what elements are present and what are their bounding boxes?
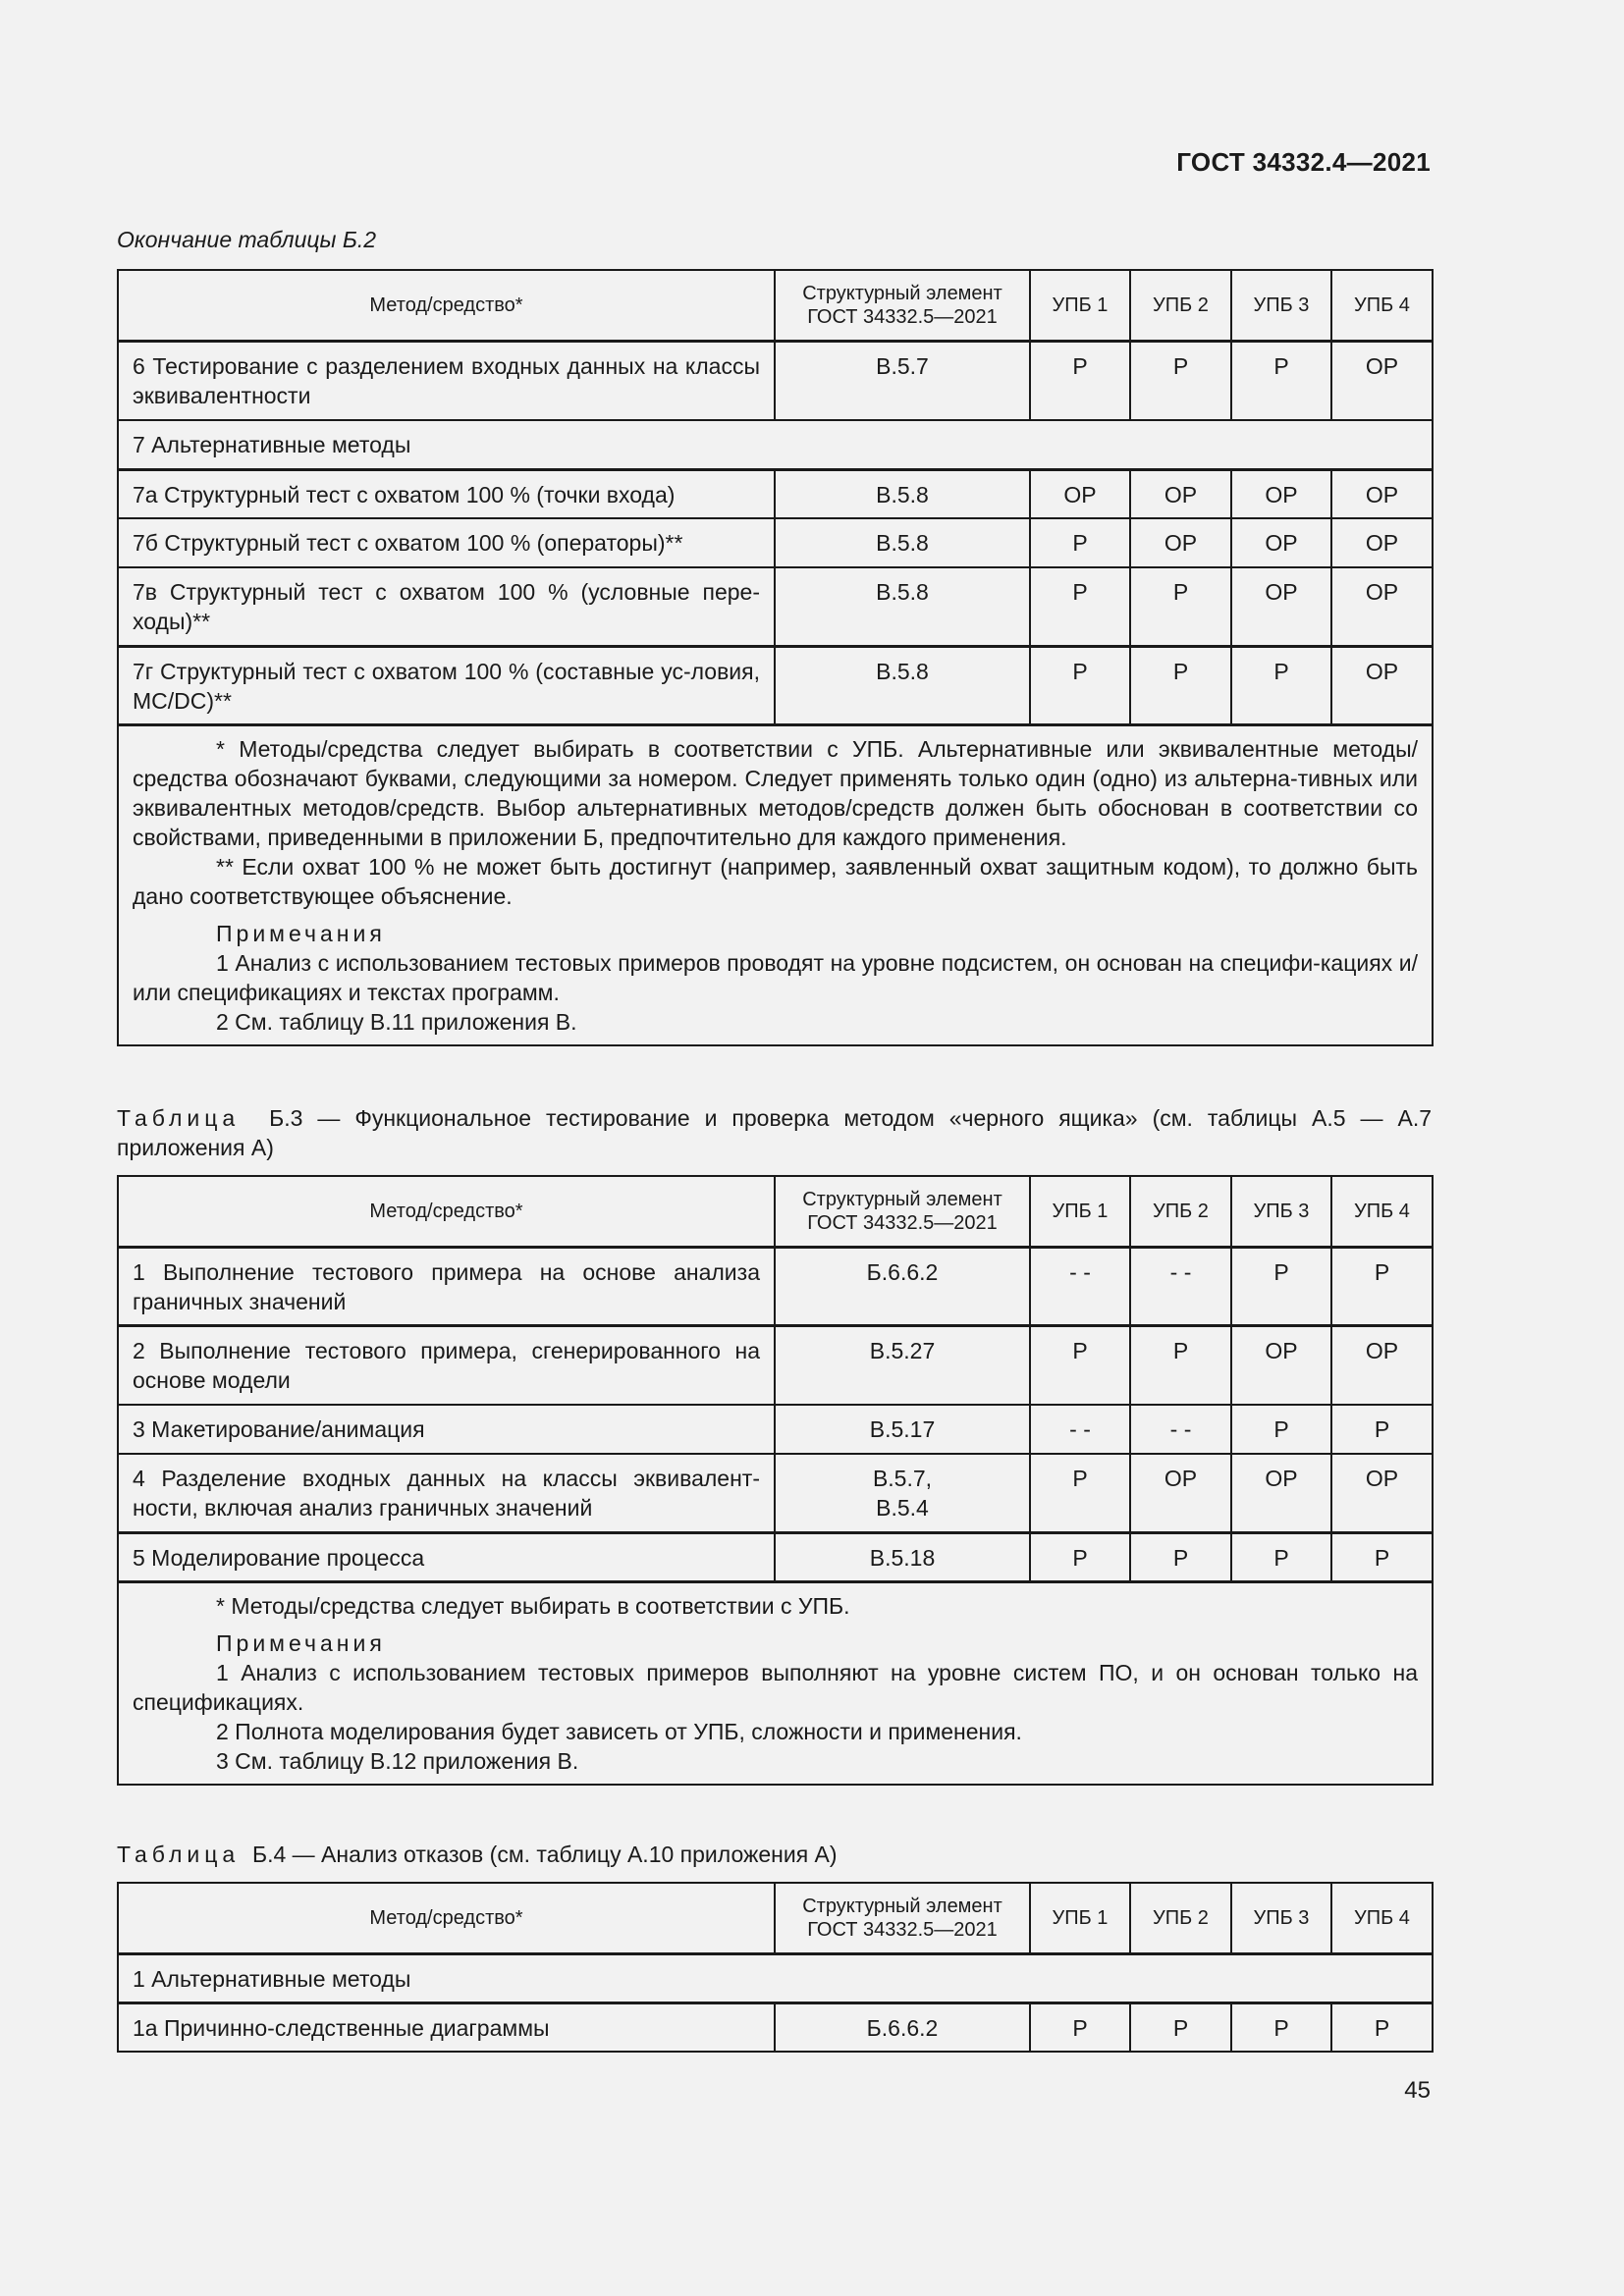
- table-notes-row: [118, 1581, 1433, 1785]
- upb1-cell: - -: [1030, 1247, 1130, 1325]
- method-cell: 1а Причинно-следственные диаграммы: [118, 2002, 775, 2052]
- upb2-cell: Р: [1130, 2002, 1231, 2052]
- method-cell: 1 Выполнение тестового примера на основе анализа граничных значений: [118, 1247, 775, 1325]
- col-upb4-header: УПБ 4: [1331, 270, 1433, 341]
- col-upb1-header: УПБ 1: [1030, 1883, 1130, 1953]
- col-method-header: Метод/средство*: [118, 1176, 775, 1247]
- table-group-row: [118, 420, 1433, 469]
- footnote: ** Если охват 100 % не может быть достигнут (например, заявленный охват защитным кодом), то должно быть дано соответствующее объяснение.: [133, 853, 1418, 909]
- footnote: * Методы/средства следует выбирать в соответствии с УПБ. Альтернативные или эквивалентные методы/средства обозначают буквами, следующими за номером. Следует применять только один (одно) из альтерна-тивных или эквивалентных методов/средств. Выбор альтернативных методов/средств должен быть обоснован в соответствии со свойствами, приведенными в приложении Б, предпочтительно для каждого применения.: [133, 735, 1418, 850]
- upb3-cell: ОР: [1231, 518, 1331, 567]
- table-notes: [118, 724, 1433, 1045]
- table-row: [118, 1454, 1433, 1532]
- table-caption-word: Таблица: [117, 1842, 241, 1867]
- upb1-cell: Р: [1030, 341, 1130, 420]
- table-row: [118, 469, 1433, 518]
- upb2-cell: ОР: [1130, 469, 1231, 518]
- table-b3: [117, 1175, 1434, 1786]
- element-cell: В.5.18: [775, 1532, 1030, 1581]
- table-b2: [117, 269, 1434, 1046]
- method-cell: 7в Структурный тест с охватом 100 % (условные пере-ходы)**: [118, 567, 775, 646]
- upb2-cell: Р: [1130, 646, 1231, 724]
- upb2-cell: Р: [1130, 341, 1231, 420]
- standard-designation: ГОСТ 34332.4—2021: [1176, 147, 1431, 177]
- page-number: 45: [1404, 2077, 1431, 2104]
- upb4-cell: ОР: [1331, 646, 1433, 724]
- upb1-cell: Р: [1030, 1325, 1130, 1405]
- table-b2-caption: Окончание таблицы Б.2: [117, 227, 377, 252]
- table-row: [118, 646, 1433, 724]
- upb1-cell: Р: [1030, 567, 1130, 646]
- table-notes: [118, 1581, 1433, 1785]
- group-cell: 7 Альтернативные методы: [118, 420, 1433, 469]
- element-cell: В.5.7: [775, 341, 1030, 420]
- upb2-cell: - -: [1130, 1405, 1231, 1454]
- upb4-cell: ОР: [1331, 567, 1433, 646]
- col-upb2-header: УПБ 2: [1130, 270, 1231, 341]
- upb4-cell: ОР: [1331, 1325, 1433, 1405]
- upb4-cell: Р: [1331, 1532, 1433, 1581]
- col-element-header: Структурный элемент ГОСТ 34332.5—2021: [775, 1883, 1030, 1953]
- table-row: [118, 2002, 1433, 2052]
- method-cell: 6 Тестирование с разделением входных данных на классы эквивалентности: [118, 341, 775, 420]
- element-cell: В.5.8: [775, 469, 1030, 518]
- method-cell: 7г Структурный тест с охватом 100 % (составные ус-ловия, MC/DC)**: [118, 646, 775, 724]
- col-upb3-header: УПБ 3: [1231, 1176, 1331, 1247]
- table-caption-text: Б.3 — Функциональное тестирование и проверка методом «черного ящика» (см. таблицы А.5 — А.7 приложения А): [117, 1105, 1433, 1160]
- note: 1 Анализ с использованием тестовых примеров выполняют на уровне систем ПО, и он основан только на спецификациях.: [133, 1659, 1418, 1715]
- method-cell: 4 Разделение входных данных на классы эквивалент-ности, включая анализ граничных значений: [118, 1454, 775, 1532]
- table-caption-word: Таблица: [117, 1105, 241, 1131]
- method-cell: 3 Макетирование/анимация: [118, 1405, 775, 1454]
- table-header-row: [118, 1176, 1433, 1247]
- col-upb4-header: УПБ 4: [1331, 1883, 1433, 1953]
- table-caption-text: Б.4 — Анализ отказов (см. таблицу А.10 приложения А): [251, 1842, 838, 1867]
- col-upb3-header: УПБ 3: [1231, 270, 1331, 341]
- table-header-row: [118, 1883, 1433, 1953]
- note: 1 Анализ с использованием тестовых примеров проводят на уровне подсистем, он основан на специфи-кациях и/или спецификациях и текстах программ.: [133, 949, 1418, 1005]
- upb2-cell: ОР: [1130, 1454, 1231, 1532]
- table-row: [118, 1325, 1433, 1405]
- element-cell: В.5.8: [775, 518, 1030, 567]
- col-upb2-header: УПБ 2: [1130, 1176, 1231, 1247]
- table-row: [118, 1532, 1433, 1581]
- upb4-cell: ОР: [1331, 341, 1433, 420]
- notes-title: Примечания: [216, 1629, 386, 1656]
- col-upb2-header: УПБ 2: [1130, 1883, 1231, 1953]
- upb2-cell: - -: [1130, 1247, 1231, 1325]
- upb3-cell: ОР: [1231, 1325, 1331, 1405]
- upb2-cell: Р: [1130, 567, 1231, 646]
- footnote: * Методы/средства следует выбирать в соответствии с УПБ.: [216, 1592, 850, 1619]
- upb1-cell: - -: [1030, 1405, 1130, 1454]
- col-upb4-header: УПБ 4: [1331, 1176, 1433, 1247]
- method-cell: 7а Структурный тест с охватом 100 % (точки входа): [118, 469, 775, 518]
- upb1-cell: ОР: [1030, 469, 1130, 518]
- table-header-row: [118, 270, 1433, 341]
- col-upb1-header: УПБ 1: [1030, 270, 1130, 341]
- upb1-cell: Р: [1030, 1454, 1130, 1532]
- element-cell: В.5.27: [775, 1325, 1030, 1405]
- upb1-cell: Р: [1030, 2002, 1130, 2052]
- col-method-header: Метод/средство*: [118, 270, 775, 341]
- method-cell: 7б Структурный тест с охватом 100 % (операторы)**: [118, 518, 775, 567]
- upb3-cell: Р: [1231, 341, 1331, 420]
- upb3-cell: ОР: [1231, 567, 1331, 646]
- element-cell: В.5.17: [775, 1405, 1030, 1454]
- upb3-cell: Р: [1231, 1532, 1331, 1581]
- col-upb1-header: УПБ 1: [1030, 1176, 1130, 1247]
- upb4-cell: Р: [1331, 1405, 1433, 1454]
- method-cell: 2 Выполнение тестового примера, сгенерированного на основе модели: [118, 1325, 775, 1405]
- table-b4-caption: [117, 1840, 838, 1869]
- upb2-cell: Р: [1130, 1532, 1231, 1581]
- element-cell: В.5.8: [775, 567, 1030, 646]
- table-notes-row: [118, 724, 1433, 1045]
- upb2-cell: Р: [1130, 1325, 1231, 1405]
- table-row: [118, 1247, 1433, 1325]
- element-cell: Б.6.6.2: [775, 2002, 1030, 2052]
- element-cell: Б.6.6.2: [775, 1247, 1030, 1325]
- upb3-cell: Р: [1231, 2002, 1331, 2052]
- upb3-cell: Р: [1231, 1247, 1331, 1325]
- upb1-cell: Р: [1030, 646, 1130, 724]
- note: 2 См. таблицу В.11 приложения В.: [216, 1008, 577, 1035]
- table-b4: [117, 1882, 1434, 2053]
- table-b3-caption: [117, 1103, 1432, 1162]
- element-cell: В.5.8: [775, 646, 1030, 724]
- element-cell: В.5.7, В.5.4: [775, 1454, 1030, 1532]
- upb3-cell: Р: [1231, 1405, 1331, 1454]
- upb4-cell: ОР: [1331, 469, 1433, 518]
- table-group-row: [118, 1953, 1433, 2002]
- upb1-cell: Р: [1030, 518, 1130, 567]
- col-upb3-header: УПБ 3: [1231, 1883, 1331, 1953]
- note: 2 Полнота моделирования будет зависеть от УПБ, сложности и применения.: [216, 1718, 1022, 1744]
- table-row: [118, 341, 1433, 420]
- upb1-cell: Р: [1030, 1532, 1130, 1581]
- table-row: [118, 1405, 1433, 1454]
- method-cell: 5 Моделирование процесса: [118, 1532, 775, 1581]
- upb4-cell: Р: [1331, 2002, 1433, 2052]
- upb2-cell: ОР: [1130, 518, 1231, 567]
- group-cell: 1 Альтернативные методы: [118, 1953, 1433, 2002]
- upb3-cell: ОР: [1231, 469, 1331, 518]
- col-element-header: Структурный элемент ГОСТ 34332.5—2021: [775, 1176, 1030, 1247]
- upb4-cell: Р: [1331, 1247, 1433, 1325]
- notes-title: Примечания: [216, 920, 386, 946]
- upb4-cell: ОР: [1331, 518, 1433, 567]
- upb3-cell: ОР: [1231, 1454, 1331, 1532]
- table-row: [118, 567, 1433, 646]
- note: 3 См. таблицу В.12 приложения В.: [216, 1747, 579, 1774]
- col-element-header: Структурный элемент ГОСТ 34332.5—2021: [775, 270, 1030, 341]
- table-row: [118, 518, 1433, 567]
- upb3-cell: Р: [1231, 646, 1331, 724]
- upb4-cell: ОР: [1331, 1454, 1433, 1532]
- col-method-header: Метод/средство*: [118, 1883, 775, 1953]
